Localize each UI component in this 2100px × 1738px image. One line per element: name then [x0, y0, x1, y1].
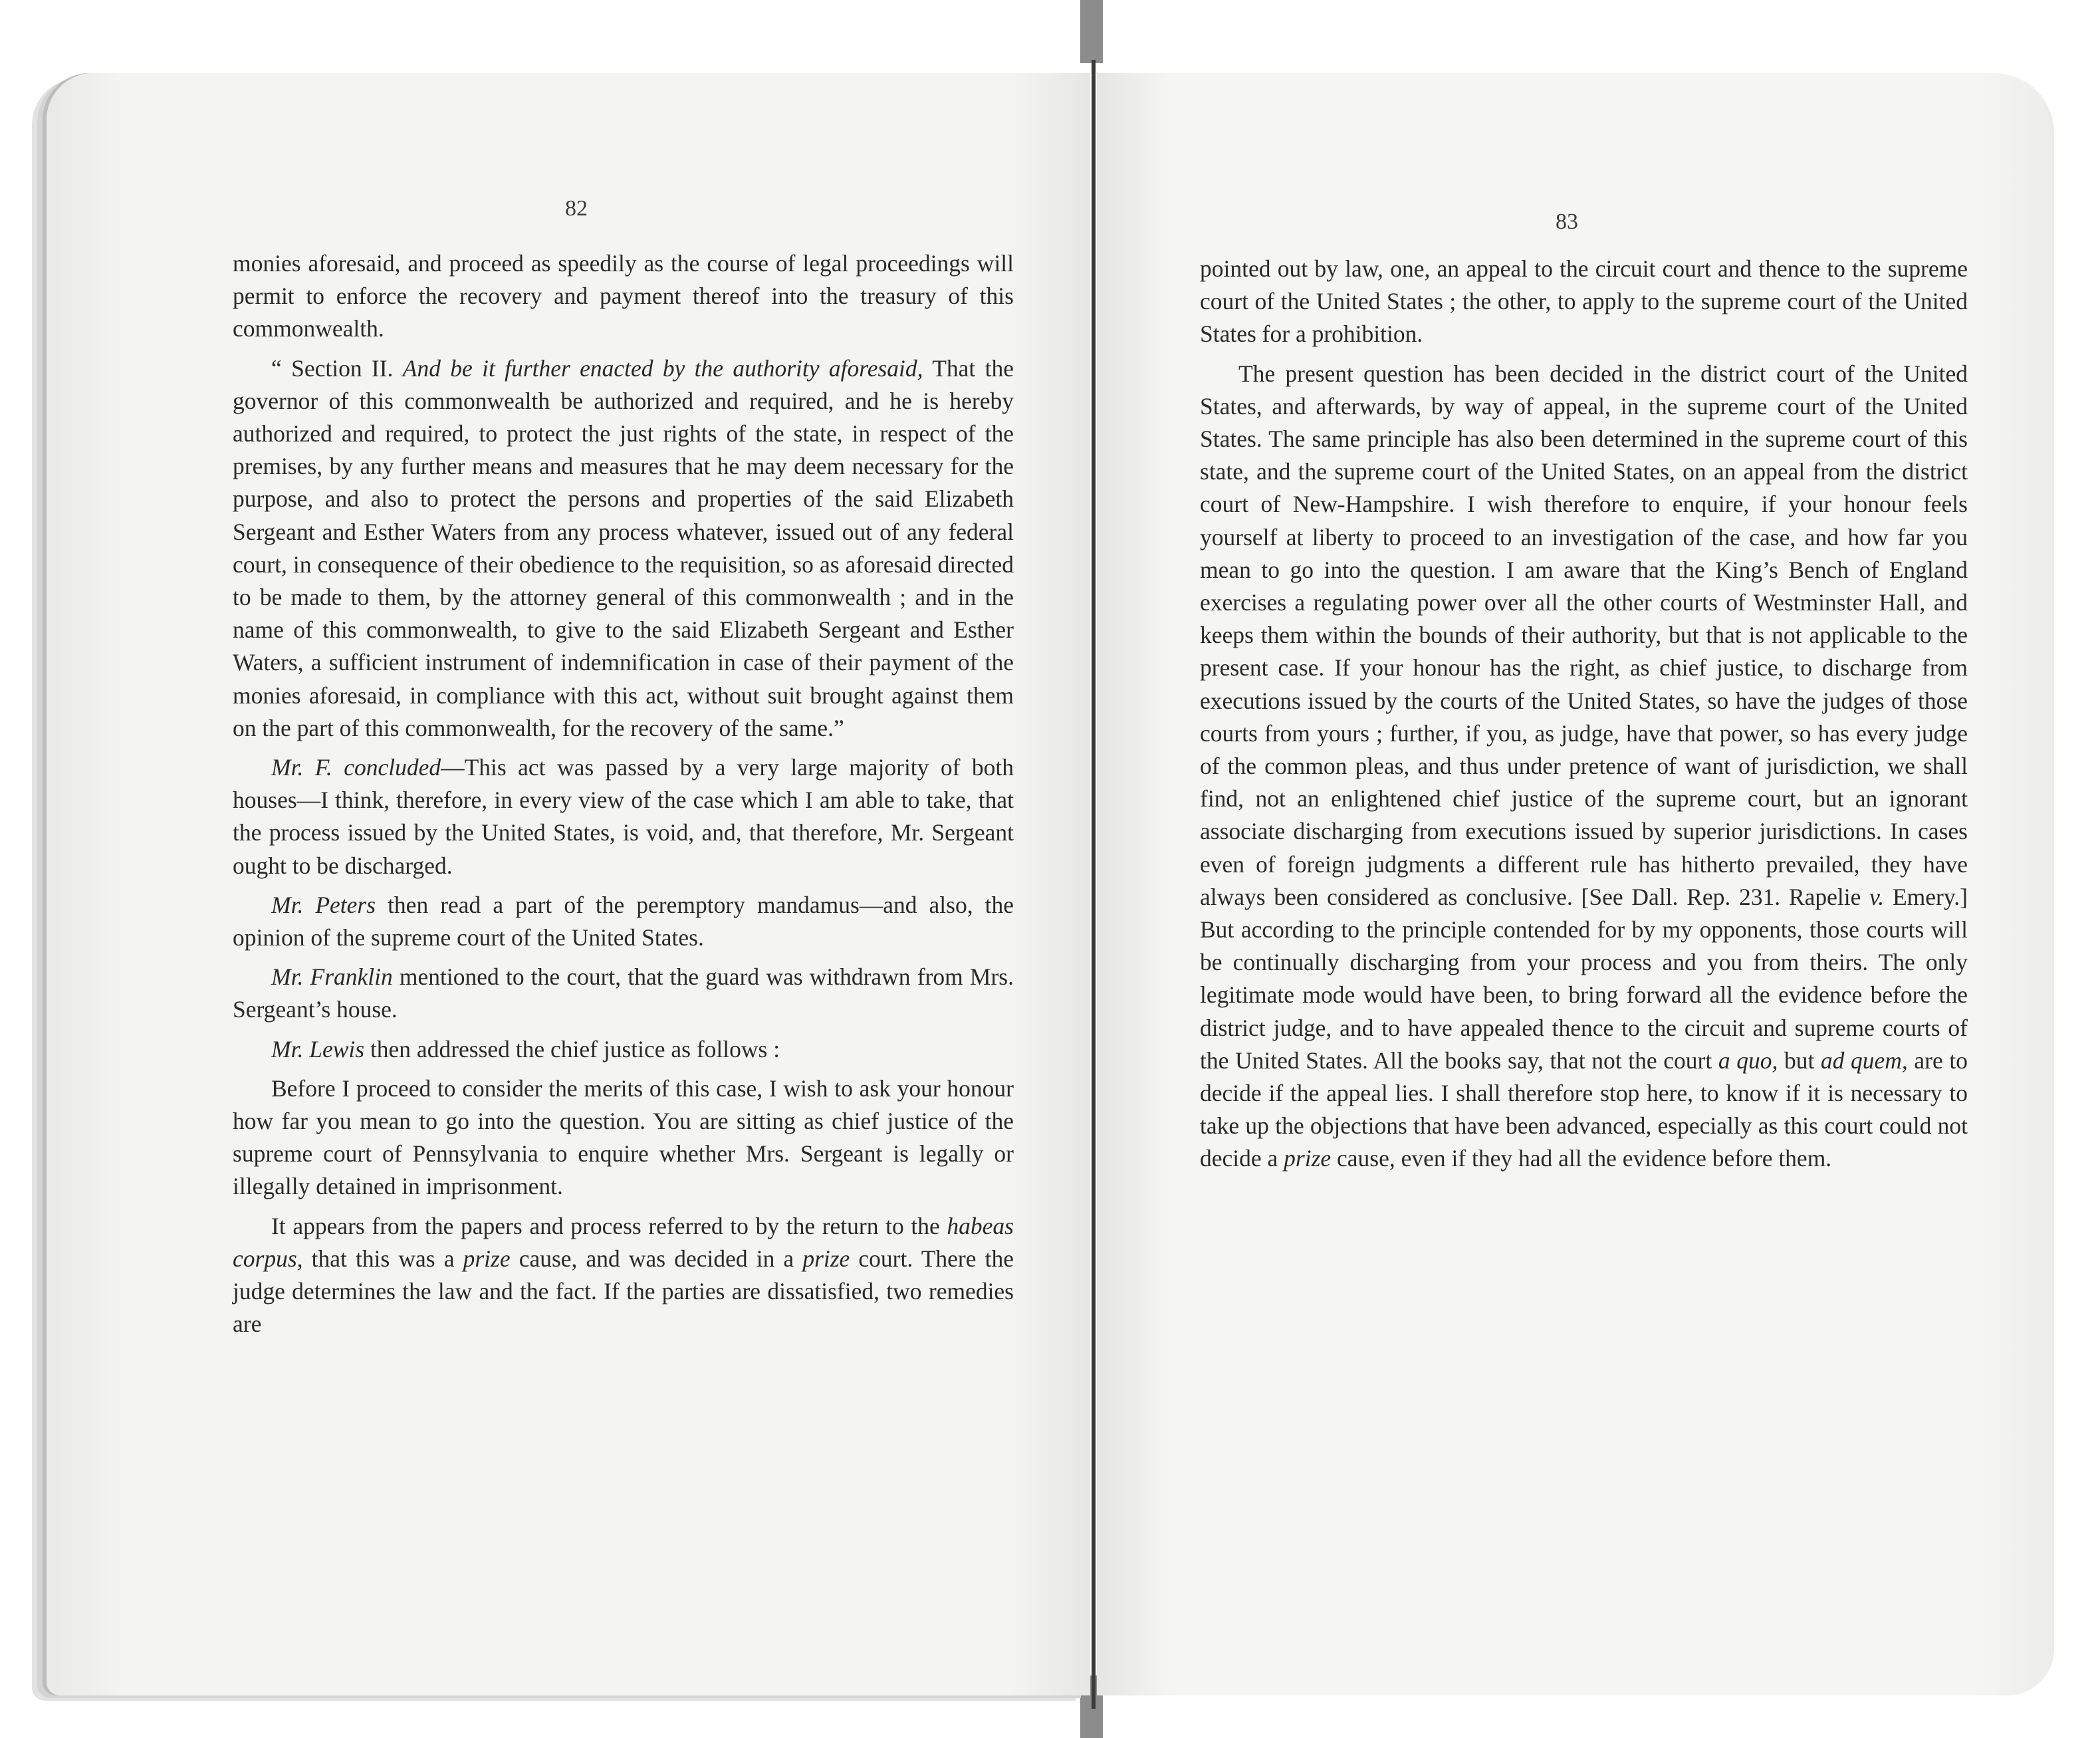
- italic-text: prize: [1284, 1145, 1332, 1172]
- page-number: 82: [565, 196, 588, 221]
- text-run: The present question has been decided in the district court of the United States, and afterwards, by way of appeal, in the supreme court of the United States. The same principle has also been determined in the supreme court of this state, and the supreme court of the United States, on an appeal from the district court of New-Hampshire. I wish therefore to enquire, if your honour feels yourself at liberty to proceed to an investigation of the case, and how far you mean to go into the question. I am aware that the King’s Bench of England exercises a regulating power over all the other courts of Westminster Hall, and keeps them within the bounds of their authority, but that is not applicable to the present case. If your honour has the right, as chief justice, to discharge from executions issued by the courts of the United States, so have the judges of those courts from yours ; further, if you, as judge, have that power, so has every judge of the common pleas, and thus under pretence of want of jurisdiction, we shall find, not an enlightened chief justice of the supreme court, but an ignorant associate discharging from executions issued by superior jurisdictions. In cases even of foreign judgments a different rule has hitherto prevailed, they have always been considered as conclusive. [See Dall. Rep. 231. Rapelie: [1200, 360, 1968, 910]
- paragraph: [1200, 358, 1968, 1176]
- text-run: that this was a: [302, 1245, 463, 1272]
- text-run: pointed out by law, one, an appeal to the circuit court and thence to the supreme court of the United States ; the other, to apply to the supreme court of the United States for a prohibition.: [1200, 255, 1968, 348]
- italic-text: prize: [802, 1245, 850, 1272]
- page-number: 83: [1556, 209, 1578, 234]
- italic-text: a quo,: [1718, 1047, 1778, 1074]
- text-run: cause, and was decided in a: [510, 1245, 803, 1272]
- text-run: court. There the judge determines the law and the fact. If the parties are dissatisfied, two remedies are: [233, 1245, 1014, 1338]
- text-run: but: [1778, 1047, 1821, 1074]
- paragraph: [233, 961, 1014, 1026]
- text-run: That the governor of this commonwealth be authorized and required, and he is hereby authorized and required, to protect the just rights of the state, in respect of the premises, by any further means and measures that he may deem necessary for the purpose, and also to protect the persons and properties of the said Elizabeth Sergeant and Esther Waters from any process whatever, issued out of any federal court, in consequence of their obedience to the requisition, so as aforesaid directed to be made to them, by the attorney general of this commonwealth ; and in the name of this commonwealth, to give to the said Elizabeth Sergeant and Esther Waters, a sufficient instrument of indemnification in case of their payment of the monies aforesaid, in compliance with this act, without suit brought against them on the part of this commonwealth, for the recovery of the same.”: [233, 354, 1014, 741]
- right-page: [1097, 73, 2054, 1695]
- italic-text: Mr. F. concluded: [271, 754, 441, 781]
- italic-text: v.: [1869, 883, 1885, 910]
- book-gutter: [1092, 60, 1096, 1709]
- text-run: monies aforesaid, and proceed as speedily as the course of legal proceedings will permit to enforce the recovery and payment thereof into the treasury of this commonwealth.: [233, 250, 1014, 342]
- left-page: [47, 73, 1090, 1695]
- paragraph: [233, 352, 1014, 745]
- text-run: It appears from the papers and process referred to by the return to the: [271, 1212, 947, 1239]
- text-run: mentioned to the court, that the guard was withdrawn from Mrs. Sergeant’s house.: [233, 963, 1014, 1023]
- text-run: are to decide if the appeal lies. I shall therefore stop here, to know if it is necessary to take up the objections that have been advanced, especially as this court could not decide a: [1200, 1047, 1968, 1172]
- italic-text: Mr. Lewis: [271, 1035, 365, 1062]
- text-run: then read a part of the peremptory mandamus—and also, the opinion of the supreme court of the United States.: [233, 891, 1014, 951]
- text-run: Before I proceed to consider the merits of this case, I wish to ask your honour how far you mean to go into the question. You are sitting as chief justice of the supreme court of Pennsylvania to enquire whether Mrs. Sergeant is legally or illegally detained in imprisonment.: [233, 1074, 1014, 1200]
- paragraph: [233, 1072, 1014, 1203]
- text-run: Emery.] But according to the principle contended for by my opponents, those courts will be continually discharging from your process and you from theirs. The only legitimate mode would have been, to bring forward all the evidence before the district judge, and to have appealed thence to the circuit and supreme courts of the United States. All the books say, that not the court: [1200, 883, 1968, 1074]
- text-run: “ Section II.: [271, 354, 403, 382]
- paragraph: [233, 889, 1014, 954]
- italic-text: ad quem,: [1820, 1047, 1908, 1074]
- paragraph: [1200, 253, 1968, 351]
- binding-clip-top: [1080, 0, 1103, 63]
- page-text: [233, 247, 1014, 1341]
- paragraph: [233, 1210, 1014, 1341]
- text-run: then addressed the chief justice as follows :: [364, 1035, 780, 1062]
- italic-text: habeas corpus,: [233, 1212, 1014, 1272]
- italic-text: Mr. Franklin: [271, 963, 393, 991]
- italic-text: Mr. Peters: [271, 891, 376, 918]
- paragraph: [233, 751, 1014, 882]
- text-run: cause, even if they had all the evidence before them.: [1331, 1145, 1832, 1172]
- text-run: —This act was passed by a very large majority of both houses—I think, therefore, in every view of the case which I am able to take, that the process issued by the United States, is void, and, that therefore, Mr. Sergeant ought to be discharged.: [233, 754, 1014, 879]
- paragraph: [233, 247, 1014, 346]
- page-text: [1200, 253, 1968, 1176]
- italic-text: And be it further enacted by the authority aforesaid,: [402, 354, 923, 382]
- paragraph: [233, 1033, 1014, 1066]
- italic-text: prize: [463, 1245, 511, 1272]
